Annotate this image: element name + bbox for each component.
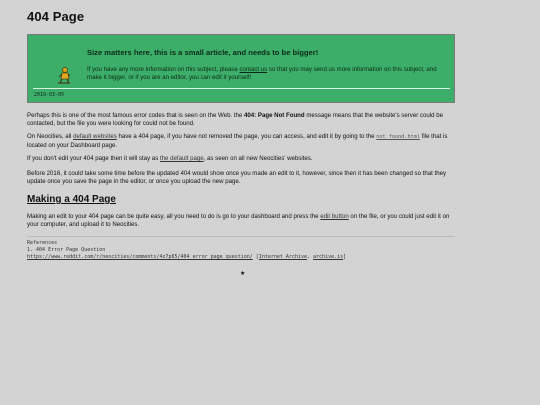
references-section (27, 240, 457, 261)
stub-notice-date: 2019-03-05 (34, 92, 65, 98)
stub-character-icon (57, 66, 71, 84)
references-divider (27, 236, 455, 237)
intro-bold-text: 404: Page Not Found (244, 112, 305, 119)
history-paragraph: Before 2016, it could take some time before the updated 404 would show once you made an edit to it, however, since then it has been changed so that they update once you save the page in the editor, or once you upload the new page. (27, 170, 447, 185)
contact-us-link[interactable]: contact us (239, 66, 268, 73)
footer-star-icon: ★ (240, 271, 246, 277)
references-heading: References (27, 240, 58, 246)
archive-is-link[interactable]: archive.is (313, 254, 344, 260)
default-page-text-2: , as seen on all new Neocities' websites. (203, 155, 313, 162)
page-title: 404 Page (27, 9, 85, 24)
default-page-paragraph (27, 155, 457, 163)
section-heading-making-404: Making a 404 Page (27, 194, 116, 205)
stub-notice-divider (33, 88, 450, 89)
separator-comma: , (306, 254, 314, 260)
stub-notice-box (27, 34, 455, 103)
neocities-text-3: file that is located on your Dashboard page. (27, 133, 448, 149)
intro-text-2: message means that the website's server could be contacted, but the file you were looking for could not be found. (27, 112, 443, 127)
reference-item-1-links (27, 254, 457, 261)
reference-url-link[interactable]: https://www.reddit.com/r/neocities/comments/4z7p65/404_error_page_question/ (27, 254, 253, 260)
default-page-link[interactable]: the default page (159, 155, 204, 162)
intro-paragraph (27, 112, 457, 128)
internet-archive-link[interactable]: Internet Archive (258, 254, 307, 260)
default-websites-link[interactable]: default websites (73, 133, 117, 140)
neocities-text-1: On Neocities, all (27, 133, 74, 140)
stub-notice-body (87, 66, 447, 81)
not-found-file-code: not_found.html (376, 134, 420, 140)
default-page-text-1: If you don't edit your 404 page then it will stay as (27, 155, 160, 162)
making-paragraph (27, 213, 457, 229)
neocities-text-2: have a 404 page, if you have not removed the page, you can access, and edit it by going to the (116, 133, 377, 140)
making-text-2: on the file, or you could just edit it on your computer, and upload it to Neocities. (27, 213, 450, 228)
stub-notice-text-1: If you have any more information on this subject, please (87, 66, 240, 73)
intro-text-1: Perhaps this is one of the most famous error codes that is seen on the Web. the (27, 112, 245, 119)
stub-notice-text-2: so that you may send us more information on this subject, and make it bigger, or if you are an editor, you can edit it yourself! (87, 66, 437, 81)
making-text-1: Making an edit to your 404 page can be quite easy, all you need to do is go to your dashboard and press the (27, 213, 321, 220)
stub-notice-heading: Size matters here, this is a small article, and needs to be bigger! (87, 48, 319, 57)
neocities-paragraph (27, 133, 457, 150)
bracket-close: ] (343, 254, 347, 260)
reference-item-1: 1. 404 Error Page Question (27, 247, 106, 253)
bracket-open: [ (255, 254, 259, 260)
edit-button-link[interactable]: edit button (320, 213, 349, 220)
